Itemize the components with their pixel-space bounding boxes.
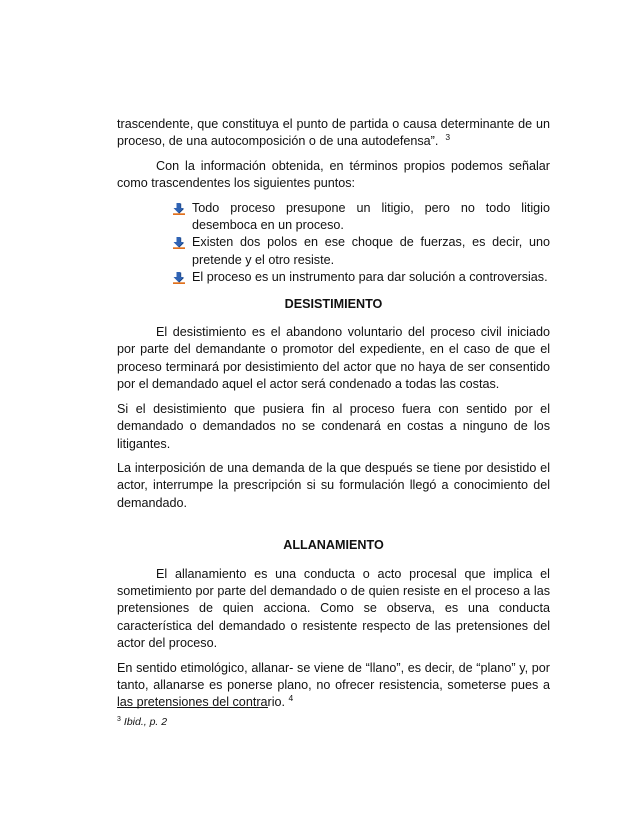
desistimiento-paragraph-3: La interposición de una demanda de la que después se tiene por desistido el actor, interrumpe la prescripción si su formulación llegó a conocimiento del demandado.: [117, 460, 550, 510]
footnote-number: 3: [117, 716, 121, 723]
points-intro-paragraph: Con la información obtenida, en términos propios podemos señalar como trascendentes los siguientes puntos:: [117, 158, 550, 191]
allanamiento-paragraph-2: [117, 660, 550, 712]
list-item: [173, 234, 550, 269]
points-list: [117, 200, 550, 287]
allanamiento-paragraph-2-text: En sentido etimológico, allanar- se viene de “llano”, es decir, de “plano” y, por tanto, allanarse es ponerse plano, no ofrecer resistencia, someterse pues a las pretensiones del contrario.: [117, 660, 550, 710]
footnote-separator: [117, 707, 268, 708]
section-title-desistimiento: DESISTIMIENTO: [284, 296, 383, 311]
page-body: [117, 116, 550, 719]
list-item-text: El proceso es un instrumento para dar solución a controversias.: [192, 270, 548, 285]
footnote: [117, 716, 167, 728]
intro-continuation-text: trascendente, que constituya el punto de partida o causa determinante de un proceso, de una autocomposición o de una autodefensa”.: [117, 117, 550, 149]
footnote-text: Ibid., p. 2: [123, 716, 168, 728]
list-item: [173, 269, 550, 286]
desistimiento-paragraph-2: Si el desistimiento que pusiera fin al proceso fuera con sentido por el demandado o demandados no se condenará en costas a ninguno de los litigantes.: [117, 401, 550, 451]
list-item-text: Todo proceso presupone un litigio, pero no todo litigio desemboca en un proceso.: [192, 200, 550, 233]
list-item-text: Existen dos polos en ese choque de fuerzas, es decir, uno pretende y el otro resiste.: [192, 235, 550, 267]
footnote-ref-4: 4: [288, 693, 294, 704]
intro-continuation-paragraph: [117, 116, 550, 151]
arrow-down-bullet-icon: [173, 203, 185, 215]
allanamiento-paragraph-1: El allanamiento es una conducta o acto procesal que implica el sometimiento por parte del demandado o de quien resiste en el proceso a las pretensiones de quien acciona. Como se observa, es una conducta característica del demandado o resistente respecto de las pretensiones del actor del proceso.: [117, 566, 550, 651]
footnote-ref-3: 3: [445, 132, 451, 143]
desistimiento-paragraph-1: El desistimiento es el abandono voluntario del proceso civil iniciado por parte del demandante o promotor del expediente, en el caso de que el proceso terminará por desistimiento del actor que no haya de ser consentido por el demandado aquel el actor será condenado a todas las costas.: [117, 325, 550, 392]
arrow-down-bullet-icon: [173, 237, 185, 249]
list-item: [173, 200, 550, 235]
section-title-allanamiento: ALLANAMIENTO: [283, 538, 384, 553]
arrow-down-bullet-icon: [173, 272, 185, 284]
